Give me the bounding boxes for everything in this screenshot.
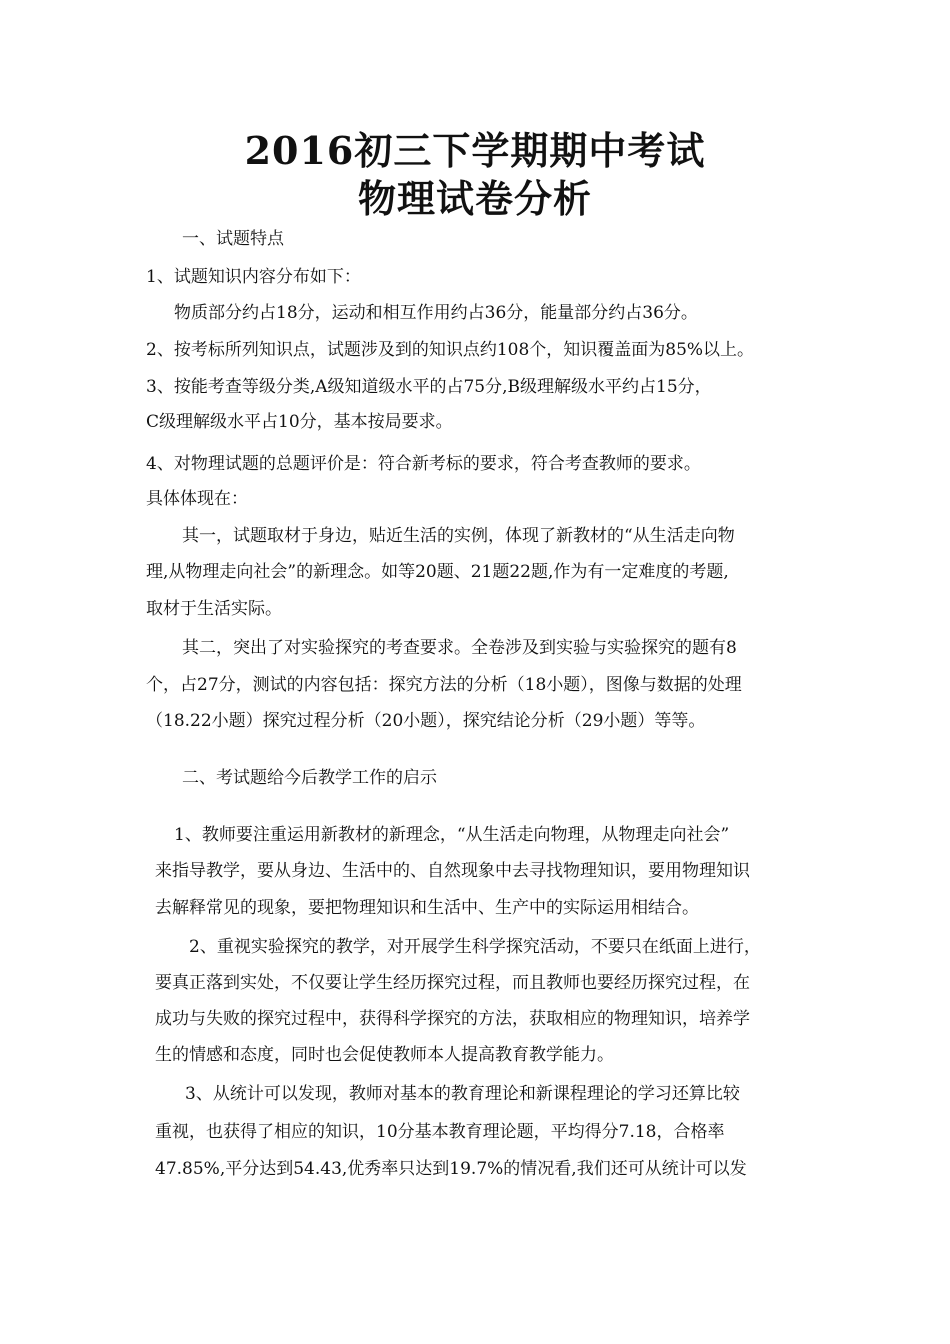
paragraph-line: 4、对物理试题的总题评价是：符合新考标的要求，符合考查教师的要求。 bbox=[146, 454, 701, 474]
paragraph-line: 2、按考标所列知识点，试题涉及到的知识点约108个，知识覆盖面为85%以上。 bbox=[146, 340, 755, 360]
paragraph-line: （18.22小题）探究过程分析（20小题），探究结论分析（29小题）等等。 bbox=[146, 711, 706, 731]
paragraph-line: 生的情感和态度，同时也会促使教师本人提高教育教学能力。 bbox=[155, 1045, 614, 1065]
paragraph-line: 1、教师要注重运用新教材的新理念，“从生活走向物理，从物理走向社会” bbox=[174, 825, 730, 845]
section-heading: 一、试题特点 bbox=[182, 229, 284, 249]
document-subtitle: 物理试卷分析 bbox=[357, 176, 592, 221]
paragraph-line: 个，占27分，测试的内容包括：探究方法的分析（18小题），图像与数据的处理 bbox=[146, 675, 742, 695]
paragraph-line: 3、按能考查等级分类,A级知道级水平的占75分,B级理解级水平约占15分， bbox=[146, 377, 712, 397]
paragraph-line: 1、试题知识内容分布如下： bbox=[146, 267, 361, 287]
section-heading: 二、考试题给今后教学工作的启示 bbox=[182, 768, 437, 788]
paragraph-line: 理,从物理走向社会”的新理念。如等20题、21题22题,作为有一定难度的考题, bbox=[146, 562, 729, 582]
paragraph-line: 去解释常见的现象，要把物理知识和生活中、生产中的实际运用相结合。 bbox=[155, 898, 699, 918]
document-title: 2016初三下学期期中考试 bbox=[244, 128, 706, 173]
paragraph-line: 要真正落到实处，不仅要让学生经历探究过程，而且教师也要经历探究过程，在 bbox=[155, 973, 750, 993]
paragraph-line: 成功与失败的探究过程中，获得科学探究的方法，获取相应的物理知识，培养学 bbox=[155, 1009, 750, 1029]
paragraph-line: 47.85%,平分达到54.43,优秀率只达到19.7%的情况看,我们还可从统计可以发 bbox=[155, 1159, 747, 1179]
paragraph-line: 物质部分约占18分，运动和相互作用约占36分，能量部分约占36分。 bbox=[174, 303, 698, 323]
paragraph-line: 其一，试题取材于身边，贴近生活的实例，体现了新教材的“从生活走向物 bbox=[182, 526, 735, 546]
paragraph-line: C级理解级水平占10分，基本按局要求。 bbox=[146, 412, 453, 432]
paragraph-line: 重视，也获得了相应的知识，10分基本教育理论题，平均得分7.18，合格率 bbox=[155, 1122, 725, 1142]
paragraph-line: 3、从统计可以发现，教师对基本的教育理论和新课程理论的学习还算比较 bbox=[185, 1084, 740, 1104]
paragraph-line: 其二，突出了对实验探究的考查要求。全卷涉及到实验与实验探究的题有8 bbox=[182, 638, 737, 658]
paragraph-line: 2、重视实验探究的教学，对开展学生科学探究活动，不要只在纸面上进行， bbox=[189, 937, 761, 957]
paragraph-line: 来指导教学，要从身边、生活中的、自然现象中去寻找物理知识，要用物理知识 bbox=[155, 861, 750, 881]
paragraph-line: 具体体现在： bbox=[146, 489, 248, 509]
paragraph-line: 取材于生活实际。 bbox=[146, 599, 282, 619]
